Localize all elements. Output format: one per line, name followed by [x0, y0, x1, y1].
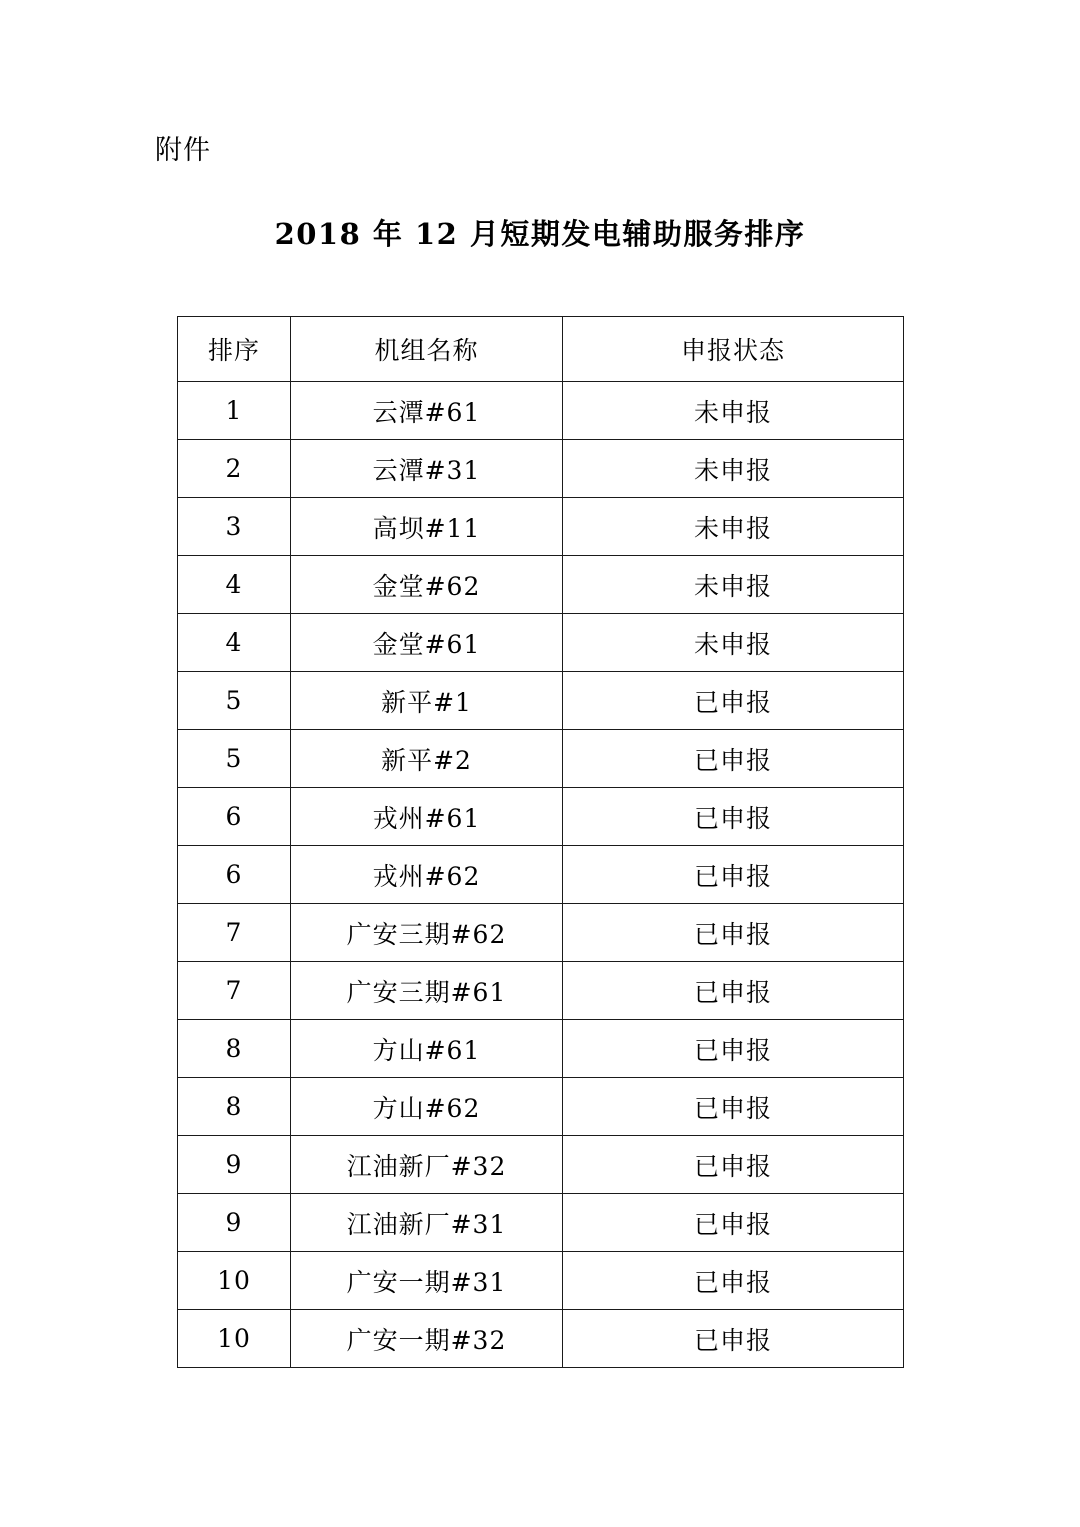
- cell-unit-name: 江油新厂#31: [291, 1194, 563, 1252]
- table-header-row: [178, 317, 904, 382]
- table-row: [178, 904, 904, 962]
- cell-rank: 2: [178, 440, 291, 498]
- cell-unit-name: 广安三期#61: [291, 962, 563, 1020]
- cell-rank: 8: [178, 1078, 291, 1136]
- cell-declaration-status: 已申报: [563, 846, 904, 904]
- cell-declaration-status: 已申报: [563, 1078, 904, 1136]
- cell-declaration-status: 已申报: [563, 1252, 904, 1310]
- cell-declaration-status: 已申报: [563, 1136, 904, 1194]
- cell-rank: 4: [178, 614, 291, 672]
- table-row: [178, 846, 904, 904]
- cell-rank: 4: [178, 556, 291, 614]
- table-row: [178, 788, 904, 846]
- table-row: [178, 962, 904, 1020]
- cell-unit-name: 金堂#62: [291, 556, 563, 614]
- cell-unit-name: 云潭#61: [291, 382, 563, 440]
- attachment-label: 附件: [155, 135, 211, 166]
- cell-unit-name: 方山#62: [291, 1078, 563, 1136]
- cell-rank: 10: [178, 1252, 291, 1310]
- table-row: [178, 1310, 904, 1368]
- cell-rank: 7: [178, 962, 291, 1020]
- cell-declaration-status: 未申报: [563, 614, 904, 672]
- table-body: [178, 382, 904, 1368]
- cell-unit-name: 广安一期#31: [291, 1252, 563, 1310]
- cell-declaration-status: 已申报: [563, 1310, 904, 1368]
- column-header-unit: 机组名称: [291, 317, 563, 382]
- cell-rank: 6: [178, 846, 291, 904]
- cell-unit-name: 广安三期#62: [291, 904, 563, 962]
- cell-declaration-status: 已申报: [563, 1020, 904, 1078]
- table-row: [178, 672, 904, 730]
- cell-declaration-status: 已申报: [563, 730, 904, 788]
- cell-declaration-status: 已申报: [563, 1194, 904, 1252]
- cell-declaration-status: 未申报: [563, 382, 904, 440]
- cell-declaration-status: 已申报: [563, 788, 904, 846]
- cell-rank: 9: [178, 1136, 291, 1194]
- cell-unit-name: 戎州#61: [291, 788, 563, 846]
- cell-unit-name: 方山#61: [291, 1020, 563, 1078]
- cell-declaration-status: 已申报: [563, 904, 904, 962]
- table-row: [178, 382, 904, 440]
- cell-unit-name: 新平#2: [291, 730, 563, 788]
- cell-unit-name: 高坝#11: [291, 498, 563, 556]
- table-row: [178, 1252, 904, 1310]
- table-row: [178, 556, 904, 614]
- cell-unit-name: 戎州#62: [291, 846, 563, 904]
- table-row: [178, 1078, 904, 1136]
- cell-rank: 3: [178, 498, 291, 556]
- cell-rank: 6: [178, 788, 291, 846]
- cell-declaration-status: 已申报: [563, 962, 904, 1020]
- cell-rank: 10: [178, 1310, 291, 1368]
- column-header-rank: 排序: [178, 317, 291, 382]
- ranking-table: [177, 316, 904, 1368]
- cell-unit-name: 金堂#61: [291, 614, 563, 672]
- page-title: 2018 年 12 月短期发电辅助服务排序: [274, 217, 806, 251]
- cell-declaration-status: 未申报: [563, 498, 904, 556]
- table-row: [178, 1136, 904, 1194]
- table-row: [178, 730, 904, 788]
- cell-rank: 8: [178, 1020, 291, 1078]
- table-row: [178, 1020, 904, 1078]
- cell-declaration-status: 已申报: [563, 672, 904, 730]
- column-header-status: 申报状态: [563, 317, 904, 382]
- cell-unit-name: 新平#1: [291, 672, 563, 730]
- cell-rank: 7: [178, 904, 291, 962]
- table-row: [178, 614, 904, 672]
- table-row: [178, 498, 904, 556]
- cell-declaration-status: 未申报: [563, 440, 904, 498]
- cell-unit-name: 江油新厂#32: [291, 1136, 563, 1194]
- table-row: [178, 440, 904, 498]
- cell-rank: 9: [178, 1194, 291, 1252]
- cell-unit-name: 广安一期#32: [291, 1310, 563, 1368]
- table-row: [178, 1194, 904, 1252]
- cell-rank: 5: [178, 672, 291, 730]
- ranking-table-container: [177, 316, 903, 1368]
- cell-declaration-status: 未申报: [563, 556, 904, 614]
- cell-unit-name: 云潭#31: [291, 440, 563, 498]
- cell-rank: 5: [178, 730, 291, 788]
- cell-rank: 1: [178, 382, 291, 440]
